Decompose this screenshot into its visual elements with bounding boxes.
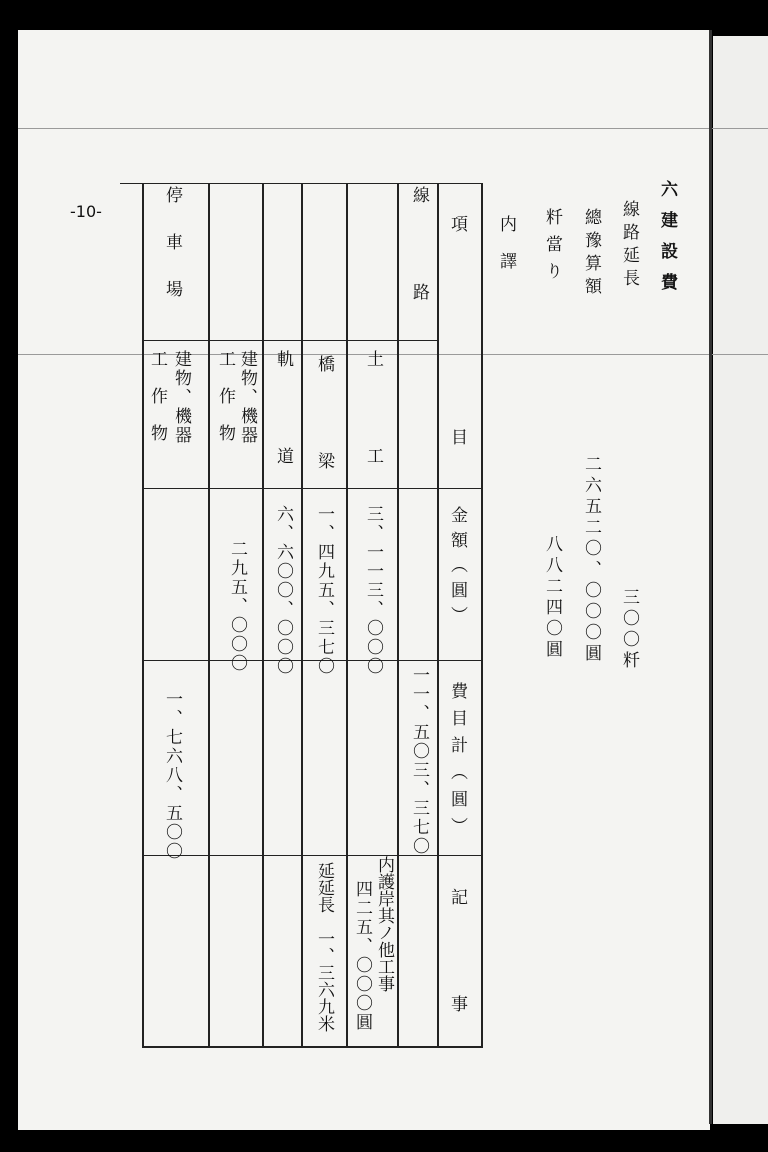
- header-notes: 記事: [447, 888, 467, 1102]
- section-name: 停車場: [162, 186, 182, 327]
- table-bottom-rule: [142, 1046, 482, 1048]
- row-item: 工作物: [147, 350, 167, 461]
- section-title: 六建設費: [657, 180, 677, 304]
- row-item: 建物、機器: [237, 350, 257, 445]
- row-note: 四二五、〇〇〇圓: [352, 880, 372, 1032]
- table-rule: [262, 183, 264, 1048]
- section-subtotal: 一、七六八、五〇〇: [162, 690, 182, 861]
- row-item: 建物、機器: [171, 350, 191, 445]
- row-item: 工作物: [215, 350, 235, 461]
- row-amount: 六、六〇〇、〇〇〇: [273, 505, 293, 676]
- header-amount: 金額（圓）: [447, 506, 467, 631]
- section-subtotal: 一一、五〇三、三七〇: [409, 666, 429, 856]
- table-rule: [301, 183, 303, 1048]
- row-note: 延延長 一、三六九米: [314, 862, 334, 1032]
- table-rule: [142, 183, 144, 1048]
- per-km-value: 八八二四〇圓: [542, 535, 562, 661]
- fold-line: [18, 354, 768, 355]
- length-value: 三〇〇粁: [619, 588, 639, 672]
- table-rule: [142, 340, 437, 341]
- table-rule: [481, 183, 483, 1048]
- table-rule: [397, 183, 399, 1048]
- row-note: 内護岸其ノ他工事: [374, 856, 394, 992]
- adjacent-page-edge: [713, 36, 768, 1124]
- row-item: 橋梁: [314, 355, 334, 549]
- table-rule: [208, 183, 210, 1048]
- section-name: 線路: [409, 186, 429, 380]
- budget-value: 二六五二〇、〇〇〇圓: [581, 455, 601, 665]
- budget-label: 總豫算額: [581, 208, 601, 300]
- page-number: -10-: [70, 202, 102, 221]
- header-item-sub: 目: [447, 428, 467, 445]
- breakdown-label: 内譯: [496, 215, 516, 289]
- length-label: 線路延長: [619, 200, 639, 292]
- table-rule: [142, 488, 482, 489]
- page-divider: [709, 30, 712, 1124]
- row-amount: 三、一一三、〇〇〇: [363, 505, 383, 676]
- row-amount: 一、四九五、三七〇: [314, 505, 334, 676]
- header-item: 項: [447, 215, 467, 232]
- per-km-label: 粁當り: [542, 208, 562, 289]
- table-rule: [346, 183, 348, 1048]
- row-amount: 二九五、〇〇〇: [227, 540, 247, 673]
- header-subtotal: 費目計（圓）: [447, 682, 467, 844]
- row-item: 軌道: [273, 350, 293, 544]
- table-rule: [142, 660, 482, 661]
- table-rule: [437, 183, 439, 1048]
- fold-line: [18, 128, 768, 129]
- table-rule: [142, 855, 482, 856]
- row-item: 土工: [363, 350, 383, 544]
